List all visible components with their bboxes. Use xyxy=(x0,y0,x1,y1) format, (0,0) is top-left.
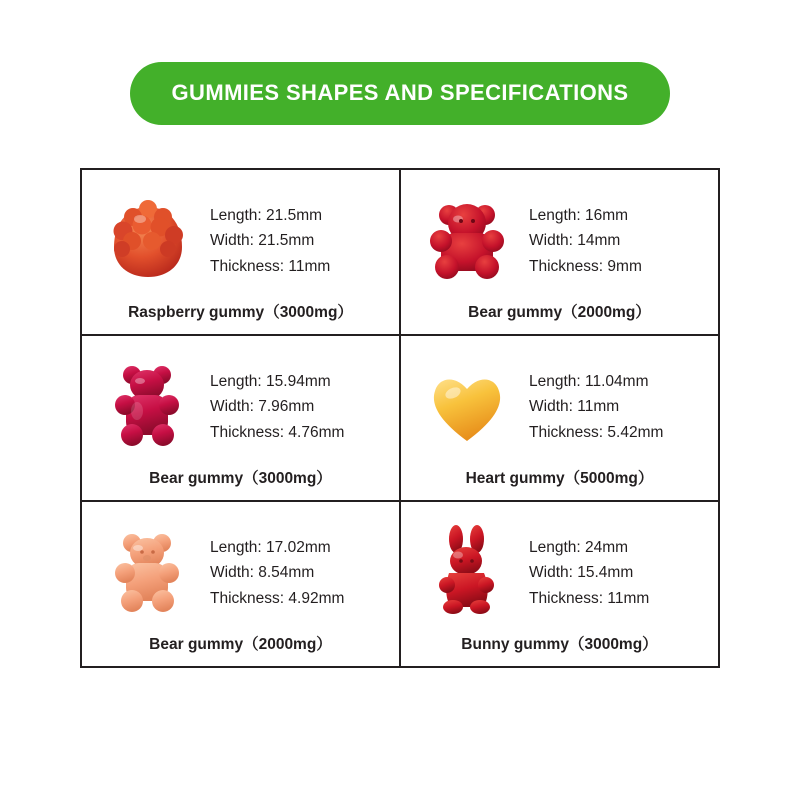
product-dose: （2000mg） xyxy=(243,636,332,653)
thickness-value: 11mm xyxy=(288,257,331,275)
width-value: 11mm xyxy=(577,398,620,416)
spec-table-wrap xyxy=(80,168,720,668)
length-value: 11.04mm xyxy=(585,373,649,391)
thickness-label: Thickness: xyxy=(529,423,604,441)
table-row xyxy=(81,335,719,501)
product-cell-bear-gummy-3000mg xyxy=(81,335,400,501)
product-cell-bear-gummy-2000mg-b xyxy=(81,501,400,667)
thickness-value: 4.92mm xyxy=(288,589,345,607)
length-label: Length: xyxy=(529,207,581,225)
product-specs xyxy=(527,369,663,444)
length-value: 16mm xyxy=(585,207,629,225)
product-specs xyxy=(208,369,344,444)
length-value: 24mm xyxy=(585,539,629,557)
length-label: Length: xyxy=(529,539,581,557)
product-name: Raspberry gummy xyxy=(128,304,265,321)
header-banner-wrap xyxy=(0,0,800,125)
width-value: 14mm xyxy=(577,232,621,250)
thickness-value: 11mm xyxy=(607,589,650,607)
thickness-label: Thickness: xyxy=(529,257,604,275)
width-value: 15.4mm xyxy=(577,564,634,582)
product-cell-bear-gummy-2000mg-a xyxy=(400,169,719,335)
length-label: Length: xyxy=(210,373,262,391)
product-name: Bear gummy xyxy=(468,304,563,321)
product-cell-heart-gummy-5000mg xyxy=(400,335,719,501)
product-specs xyxy=(527,203,642,278)
thickness-value: 4.76mm xyxy=(288,423,345,441)
page-title: GUMMIES SHAPES AND SPECIFICATIONS xyxy=(130,62,671,125)
length-label: Length: xyxy=(210,539,262,557)
width-value: 7.96mm xyxy=(258,398,315,416)
length-value: 21.5mm xyxy=(266,207,323,225)
product-name: Bear gummy xyxy=(149,470,244,487)
product-specs xyxy=(527,535,649,610)
gummies-spec-table xyxy=(80,168,720,668)
thickness-value: 5.42mm xyxy=(607,423,664,441)
width-value: 21.5mm xyxy=(258,232,315,250)
bear-gummy-image xyxy=(88,352,208,462)
length-label: Length: xyxy=(210,207,262,225)
product-caption xyxy=(407,632,712,658)
product-cell-raspberry-gummy-3000mg xyxy=(81,169,400,335)
product-caption xyxy=(407,466,712,492)
length-value: 15.94mm xyxy=(266,373,331,391)
product-specs xyxy=(208,535,344,610)
width-label: Width: xyxy=(210,232,254,250)
product-specs xyxy=(208,203,330,278)
width-label: Width: xyxy=(529,564,573,582)
product-dose: （5000mg） xyxy=(564,470,654,487)
width-label: Width: xyxy=(529,232,573,250)
bear-gummy-image xyxy=(88,518,208,628)
product-name: Bunny gummy xyxy=(461,636,569,653)
thickness-label: Thickness: xyxy=(210,257,285,275)
product-caption xyxy=(407,300,712,326)
product-caption xyxy=(88,632,393,658)
bunny-gummy-image xyxy=(407,518,527,628)
length-value: 17.02mm xyxy=(266,539,331,557)
product-dose: （3000mg） xyxy=(568,636,658,653)
thickness-label: Thickness: xyxy=(210,423,285,441)
product-caption xyxy=(88,300,393,326)
width-label: Width: xyxy=(210,564,254,582)
width-value: 8.54mm xyxy=(258,564,315,582)
thickness-value: 9mm xyxy=(607,257,642,275)
thickness-label: Thickness: xyxy=(529,589,604,607)
table-row xyxy=(81,169,719,335)
width-label: Width: xyxy=(529,398,573,416)
product-dose: （2000mg） xyxy=(562,304,651,321)
product-name: Heart gummy xyxy=(465,470,565,487)
bear-gummy-image xyxy=(407,186,527,296)
product-cell-bunny-gummy-3000mg xyxy=(400,501,719,667)
raspberry-gummy-image xyxy=(88,186,208,296)
length-label: Length: xyxy=(529,373,581,391)
table-row xyxy=(81,501,719,667)
thickness-label: Thickness: xyxy=(210,589,285,607)
product-dose: （3000mg） xyxy=(264,304,353,321)
width-label: Width: xyxy=(210,398,254,416)
product-name: Bear gummy xyxy=(149,636,244,653)
product-dose: （3000mg） xyxy=(243,470,332,487)
heart-gummy-image xyxy=(407,352,527,462)
product-caption xyxy=(88,466,393,492)
